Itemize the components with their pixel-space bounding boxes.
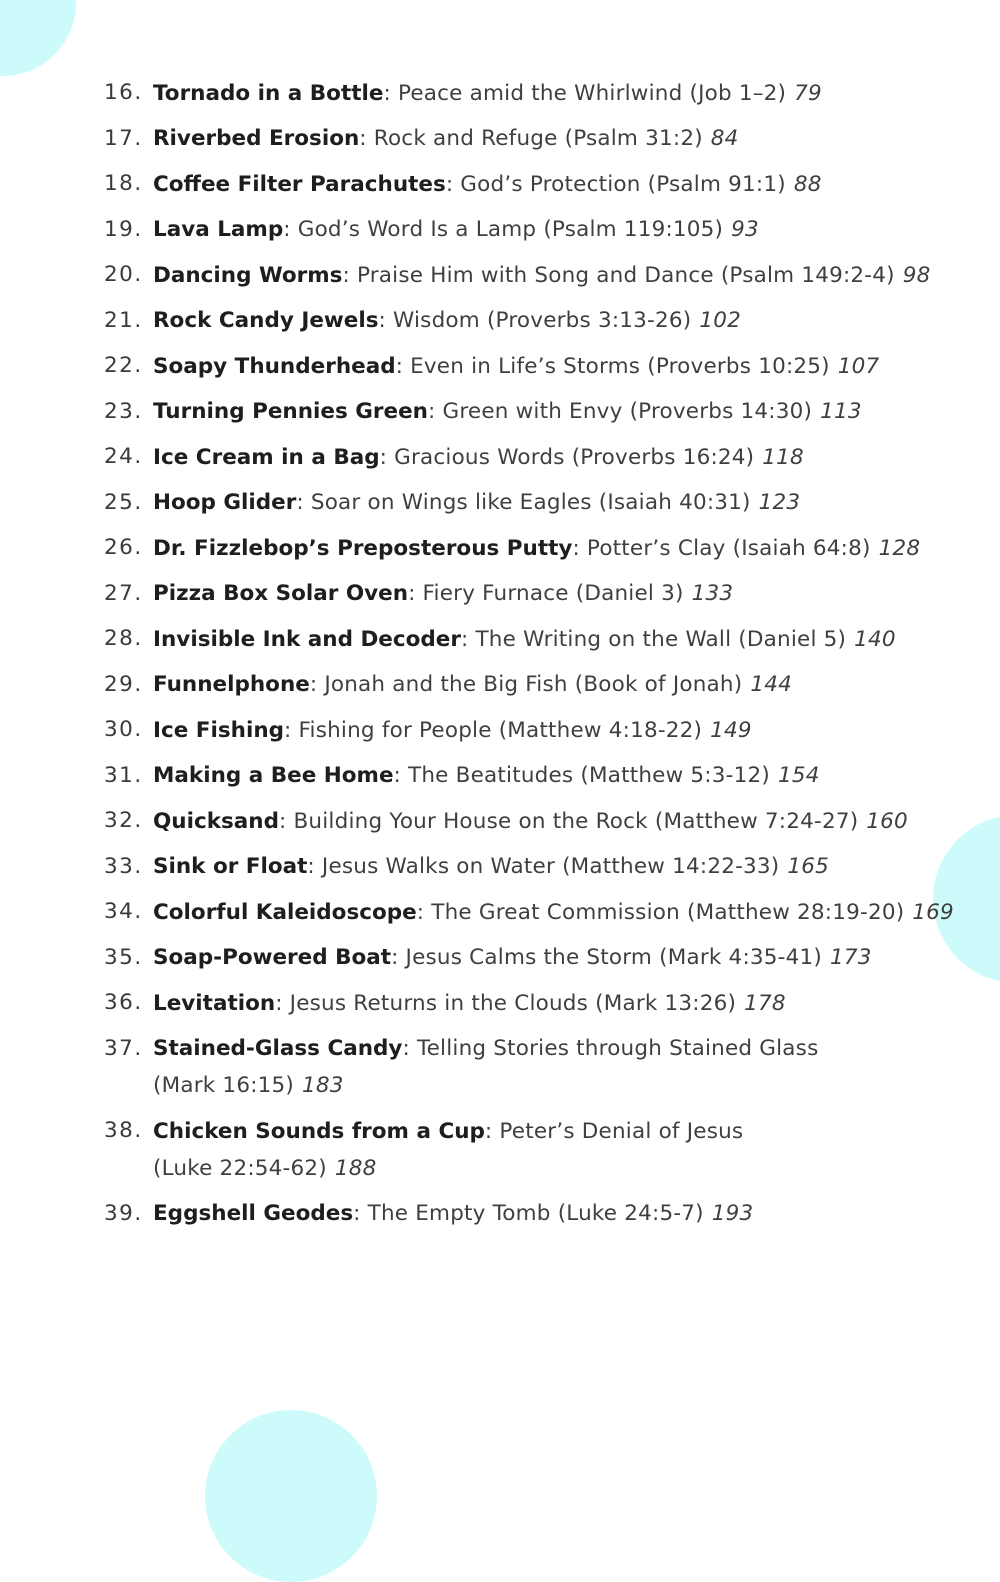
entry-text: Soapy Thunderhead: Even in Life’s Storms (Proverbs 10:25) 107 xyxy=(153,353,880,379)
entry-reference: (Matthew 14:22-33) xyxy=(562,854,780,879)
entry-text: Rock Candy Jewels: Wisdom (Proverbs 3:13-26) 102 xyxy=(153,308,741,333)
toc-entry xyxy=(104,759,964,795)
entry-text: Colorful Kaleidoscope: The Great Commission (Matthew 28:19-20) 169 xyxy=(153,899,954,925)
toc-entry xyxy=(104,622,964,658)
entry-reference: (Psalm 119:105) xyxy=(543,217,724,242)
entry-title: Invisible Ink and Decoder xyxy=(153,626,461,652)
entry-subtitle: Fiery Furnace xyxy=(422,581,569,606)
entry-subtitle: God’s Word Is a Lamp xyxy=(297,217,537,242)
entry-title: Dancing Worms xyxy=(153,262,343,288)
entry-title: Colorful Kaleidoscope xyxy=(153,899,417,925)
entry-reference: (Isaiah 40:31) xyxy=(598,490,751,515)
entry-text: Invisible Ink and Decoder: The Writing on the Wall (Daniel 5) 140 xyxy=(153,626,896,652)
entry-reference: (Proverbs 10:25) xyxy=(647,353,830,379)
decorative-circle-top-left xyxy=(0,0,76,76)
entry-reference: (Luke 22:54-62) xyxy=(153,1155,327,1181)
entry-text: Levitation: Jesus Returns in the Clouds (Mark 13:26) 178 xyxy=(153,990,786,1016)
entry-text: Ice Fishing: Fishing for People (Matthew 4:18-22) 149 xyxy=(153,717,752,743)
entry-text: Turning Pennies Green: Green with Envy (Proverbs 14:30) 113 xyxy=(153,399,862,424)
entry-reference: (Psalm 91:1) xyxy=(647,171,786,197)
entry-number: 16. xyxy=(104,80,143,105)
entry-number: 18. xyxy=(104,171,143,196)
entry-text: Soap-Powered Boat: Jesus Calms the Storm (Mark 4:35-41) 173 xyxy=(153,945,872,970)
entry-title: Quicksand xyxy=(153,808,279,834)
toc-entry xyxy=(104,486,964,522)
toc-entry xyxy=(104,713,964,749)
toc-entry xyxy=(104,850,964,886)
entry-reference: (Isaiah 64:8) xyxy=(732,535,871,561)
entry-text: Riverbed Erosion: Rock and Refuge (Psalm 31:2) 84 xyxy=(153,126,739,151)
entry-title: Sink or Float xyxy=(153,854,308,879)
toc-entry xyxy=(104,395,964,431)
toc-entry xyxy=(104,941,964,977)
entry-number: 24. xyxy=(104,444,143,469)
entry-text: Making a Bee Home: The Beatitudes (Matthew 5:3-12) 154 xyxy=(153,763,820,788)
toc-entry xyxy=(104,1032,964,1105)
entry-subtitle: Green with Envy xyxy=(442,399,623,424)
entry-text: Dr. Fizzlebop’s Preposterous Putty: Potter’s Clay (Isaiah 64:8) 128 xyxy=(153,535,921,561)
entry-subtitle: The Great Commission xyxy=(431,899,680,925)
entry-subtitle: Soar on Wings like Eagles xyxy=(310,490,592,515)
entry-page-number: 88 xyxy=(793,171,822,197)
entry-page-number: 79 xyxy=(794,80,822,106)
entry-page-number: 93 xyxy=(731,217,759,242)
entry-reference: (Luke 24:5-7) xyxy=(557,1201,704,1226)
entry-subtitle: God’s Protection xyxy=(460,171,641,197)
entry-subtitle: Telling Stories through Stained Glass xyxy=(416,1036,819,1061)
entry-title: Funnelphone xyxy=(153,672,310,697)
toc-entry xyxy=(104,1114,964,1187)
entry-number: 26. xyxy=(104,535,143,560)
entry-page-number: 173 xyxy=(829,945,872,970)
entry-page-number: 183 xyxy=(302,1073,344,1098)
entry-reference: (Mark 4:35-41) xyxy=(659,945,822,970)
entry-subtitle: Peter’s Denial of Jesus xyxy=(499,1118,744,1144)
entry-reference: (Mark 13:26) xyxy=(595,990,737,1016)
entry-reference: (Proverbs 3:13-26) xyxy=(486,308,692,333)
entry-subtitle: Fishing for People xyxy=(298,717,492,743)
entry-number: 23. xyxy=(104,398,143,424)
toc-entry xyxy=(104,1197,964,1233)
entry-reference: (Psalm 149:2-4) xyxy=(720,262,895,288)
entry-title: Soap-Powered Boat xyxy=(153,945,392,970)
entry-page-number: 113 xyxy=(820,399,862,424)
toc-entry xyxy=(104,122,964,158)
entry-number: 34. xyxy=(104,899,143,924)
entry-title: Riverbed Erosion xyxy=(153,126,360,151)
entry-title: Lava Lamp xyxy=(153,217,284,242)
entry-subtitle: Jesus Walks on Water xyxy=(321,854,556,879)
entry-number: 17. xyxy=(104,125,143,151)
entry-reference: (Matthew 7:24-27) xyxy=(654,808,859,834)
toc-entry xyxy=(104,577,964,613)
entry-page-number: 128 xyxy=(878,535,921,561)
entry-subtitle: Peace amid the Whirlwind xyxy=(397,80,683,106)
entry-reference: (Proverbs 16:24) xyxy=(571,444,755,470)
entry-page-number: 140 xyxy=(854,626,896,652)
entry-number: 27. xyxy=(104,580,143,606)
toc-entry xyxy=(104,440,964,476)
entry-page-number: 188 xyxy=(334,1155,377,1181)
entry-reference: (Proverbs 14:30) xyxy=(629,399,813,424)
entry-page-number: 160 xyxy=(866,808,908,834)
entry-reference: (Matthew 4:18-22) xyxy=(498,717,703,743)
entry-text: Pizza Box Solar Oven: Fiery Furnace (Daniel 3) 133 xyxy=(153,581,734,606)
entry-subtitle: Jesus Returns in the Clouds xyxy=(289,990,589,1016)
entry-subtitle: Wisdom xyxy=(393,308,480,333)
entry-text: Coffee Filter Parachutes: God’s Protection (Psalm 91:1) 88 xyxy=(153,171,822,197)
entry-title: Ice Fishing xyxy=(153,717,285,743)
entry-number: 33. xyxy=(104,853,143,879)
entry-number: 22. xyxy=(104,353,143,378)
table-of-contents xyxy=(104,76,964,1242)
entry-number: 25. xyxy=(104,489,143,515)
entry-page-number: 123 xyxy=(758,490,801,515)
entry-subtitle: Building Your House on the Rock xyxy=(293,808,648,834)
entry-text: Ice Cream in a Bag: Gracious Words (Proverbs 16:24) 118 xyxy=(153,444,804,470)
entry-title: Hoop Glider xyxy=(153,490,297,515)
entry-page-number: 193 xyxy=(711,1201,754,1226)
entry-subtitle: Potter’s Clay xyxy=(586,535,726,561)
entry-number: 37. xyxy=(104,1035,143,1061)
entry-page-number: 178 xyxy=(744,990,786,1016)
entry-subtitle: Rock and Refuge xyxy=(373,126,558,151)
entry-number: 29. xyxy=(104,671,143,697)
toc-entry xyxy=(104,304,964,340)
entry-title: Dr. Fizzlebop’s Preposterous Putty xyxy=(153,535,573,561)
entry-number: 20. xyxy=(104,262,143,287)
entry-title: Levitation xyxy=(153,990,276,1016)
entry-number: 35. xyxy=(104,944,143,970)
toc-entry xyxy=(104,76,964,112)
entry-title: Ice Cream in a Bag xyxy=(153,444,380,470)
toc-entry xyxy=(104,986,964,1022)
toc-entry xyxy=(104,349,964,385)
entry-number: 28. xyxy=(104,626,143,651)
toc-entry xyxy=(104,531,964,567)
entry-subtitle: Jesus Calms the Storm xyxy=(405,945,653,970)
entry-reference: (Job 1–2) xyxy=(689,80,787,106)
entry-page-number: 154 xyxy=(777,763,820,788)
toc-entry xyxy=(104,804,964,840)
entry-reference: (Matthew 28:19-20) xyxy=(686,899,905,925)
entry-page-number: 133 xyxy=(691,581,734,606)
entry-number: 36. xyxy=(104,990,143,1015)
entry-subtitle: The Empty Tomb xyxy=(367,1201,551,1226)
entry-number: 39. xyxy=(104,1200,143,1226)
entry-page-number: 98 xyxy=(902,262,931,288)
entry-number: 19. xyxy=(104,216,143,242)
toc-entry xyxy=(104,895,964,931)
entry-reference: (Matthew 5:3-12) xyxy=(580,763,770,788)
entry-title: Soapy Thunderhead xyxy=(153,353,396,379)
entry-title: Pizza Box Solar Oven xyxy=(153,581,409,606)
entry-title: Eggshell Geodes xyxy=(153,1201,354,1226)
entry-number: 38. xyxy=(104,1118,143,1143)
entry-text: Funnelphone: Jonah and the Big Fish (Book of Jonah) 144 xyxy=(153,672,792,697)
entry-page-number: 84 xyxy=(710,126,739,151)
entry-number: 30. xyxy=(104,717,143,742)
entry-page-number: 107 xyxy=(837,353,880,379)
entry-text: Tornado in a Bottle: Peace amid the Whirlwind (Job 1–2) 79 xyxy=(153,80,822,106)
entry-text: Dancing Worms: Praise Him with Song and Dance (Psalm 149:2-4) 98 xyxy=(153,262,931,288)
entry-subtitle: The Beatitudes xyxy=(408,763,574,788)
toc-entry xyxy=(104,167,964,203)
entry-text: Hoop Glider: Soar on Wings like Eagles (Isaiah 40:31) 123 xyxy=(153,490,801,515)
entry-title: Coffee Filter Parachutes xyxy=(153,171,446,197)
entry-number: 32. xyxy=(104,808,143,833)
entry-text: Chicken Sounds from a Cup: Peter’s Denial of Jesus (Luke 22:54-62) 188 xyxy=(153,1118,744,1181)
entry-page-number: 165 xyxy=(787,854,830,879)
entry-subtitle: The Writing on the Wall xyxy=(475,626,732,652)
entry-text: Eggshell Geodes: The Empty Tomb (Luke 24:5-7) 193 xyxy=(153,1201,754,1226)
entry-text: Stained-Glass Candy: Telling Stories through Stained Glass (Mark 16:15) 183 xyxy=(153,1036,819,1098)
entry-page-number: 102 xyxy=(699,308,741,333)
entry-number: 21. xyxy=(104,307,143,333)
entry-reference: (Mark 16:15) xyxy=(153,1073,294,1098)
entry-title: Chicken Sounds from a Cup xyxy=(153,1118,485,1144)
toc-entry xyxy=(104,258,964,294)
entry-page-number: 118 xyxy=(762,444,804,470)
entry-page-number: 169 xyxy=(912,899,954,925)
entry-reference: (Psalm 31:2) xyxy=(564,126,703,151)
entry-text: Lava Lamp: God’s Word Is a Lamp (Psalm 119:105) 93 xyxy=(153,217,759,242)
entry-reference: (Daniel 3) xyxy=(575,581,684,606)
entry-text: Sink or Float: Jesus Walks on Water (Matthew 14:22-33) 165 xyxy=(153,854,830,879)
entry-title: Tornado in a Bottle xyxy=(153,80,384,106)
entry-number: 31. xyxy=(104,762,143,788)
decorative-circle-bottom xyxy=(205,1410,377,1582)
entry-subtitle: Even in Life’s Storms xyxy=(410,353,641,379)
entry-page-number: 149 xyxy=(710,717,752,743)
entry-text: Quicksand: Building Your House on the Rock (Matthew 7:24-27) 160 xyxy=(153,808,908,834)
entry-title: Turning Pennies Green xyxy=(153,399,428,424)
toc-entry xyxy=(104,668,964,704)
entry-reference: (Daniel 5) xyxy=(738,626,847,652)
entry-subtitle: Gracious Words xyxy=(394,444,565,470)
entry-reference: (Book of Jonah) xyxy=(574,672,743,697)
entry-subtitle: Praise Him with Song and Dance xyxy=(356,262,714,288)
entry-title: Stained-Glass Candy xyxy=(153,1036,403,1061)
entry-page-number: 144 xyxy=(750,672,792,697)
entry-subtitle: Jonah and the Big Fish xyxy=(324,672,568,697)
entry-title: Making a Bee Home xyxy=(153,763,394,788)
entry-title: Rock Candy Jewels xyxy=(153,308,379,333)
toc-entry xyxy=(104,213,964,249)
